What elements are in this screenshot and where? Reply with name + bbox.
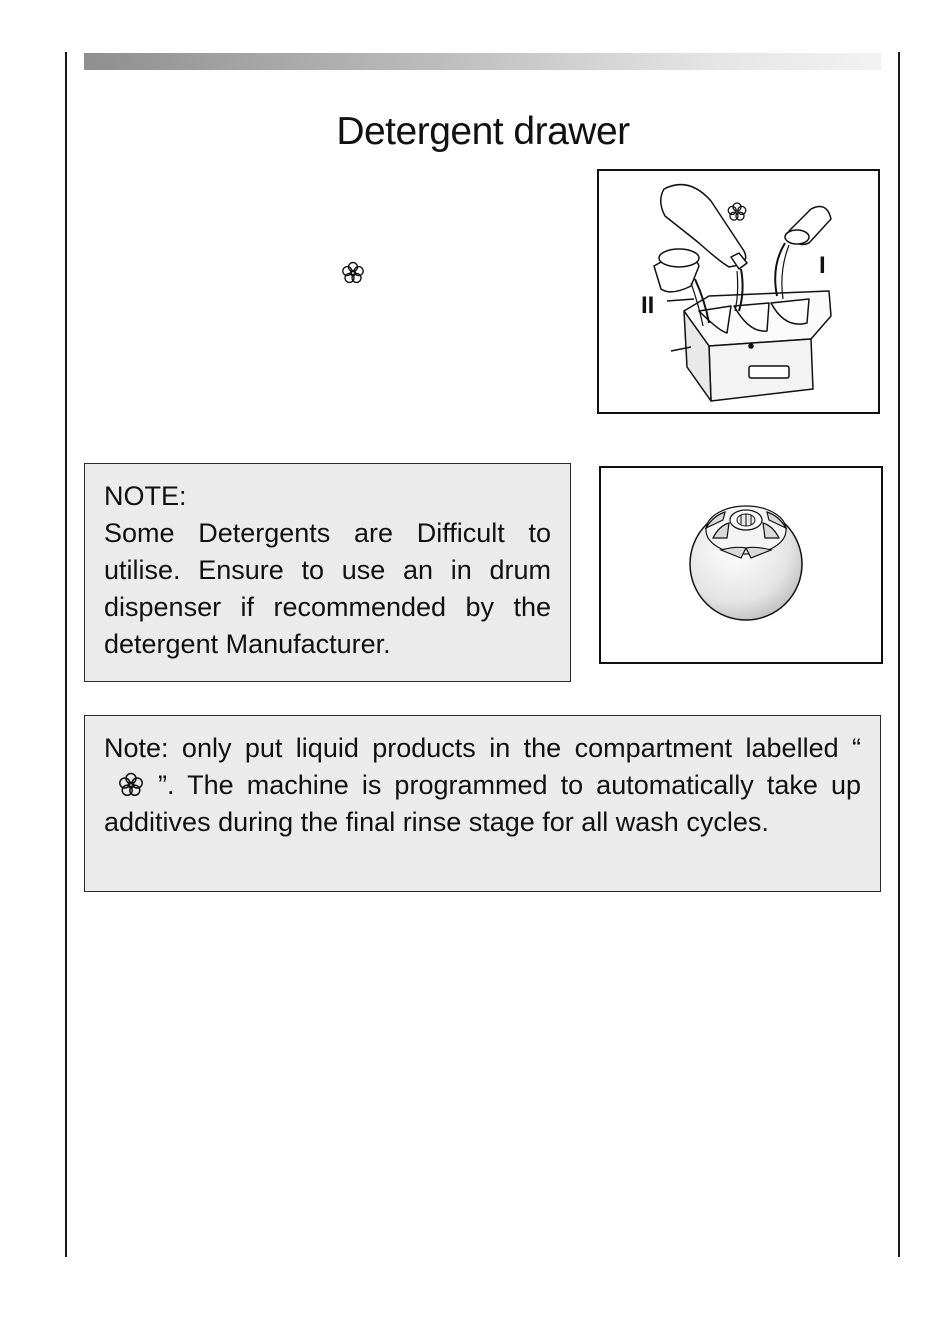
dosing-ball-figure (599, 466, 883, 664)
right-margin-rule (898, 52, 900, 1257)
prewash-label: II (641, 292, 655, 319)
detergent-drawer-figure (597, 169, 880, 414)
note-heading: NOTE: (104, 481, 187, 511)
note-body: Some Detergents are Difficult to utilise. Ensure to use an in drum dispenser if recommended by the detergent Manufacturer. (104, 518, 551, 659)
main-wash-label: I (819, 252, 826, 279)
note-box-detergents (84, 463, 571, 682)
drawer-illustration (599, 171, 878, 412)
page-title: Detergent drawer (336, 110, 630, 154)
note-box-liquid-products (84, 715, 881, 892)
flower-icon (340, 260, 366, 286)
flower-icon (118, 771, 144, 799)
left-margin-rule (65, 52, 67, 1257)
note-text-before-symbol: Note: only put liquid products in the compartment labelled “ (104, 733, 861, 763)
note-text-after-symbol: ”. The machine is programmed to automatically take up additives during the final rinse stage for all wash cycles. (104, 770, 861, 837)
liquid-products-note (104, 730, 861, 841)
dosing-ball-icon (601, 468, 881, 662)
header-gradient-bar (84, 53, 881, 70)
